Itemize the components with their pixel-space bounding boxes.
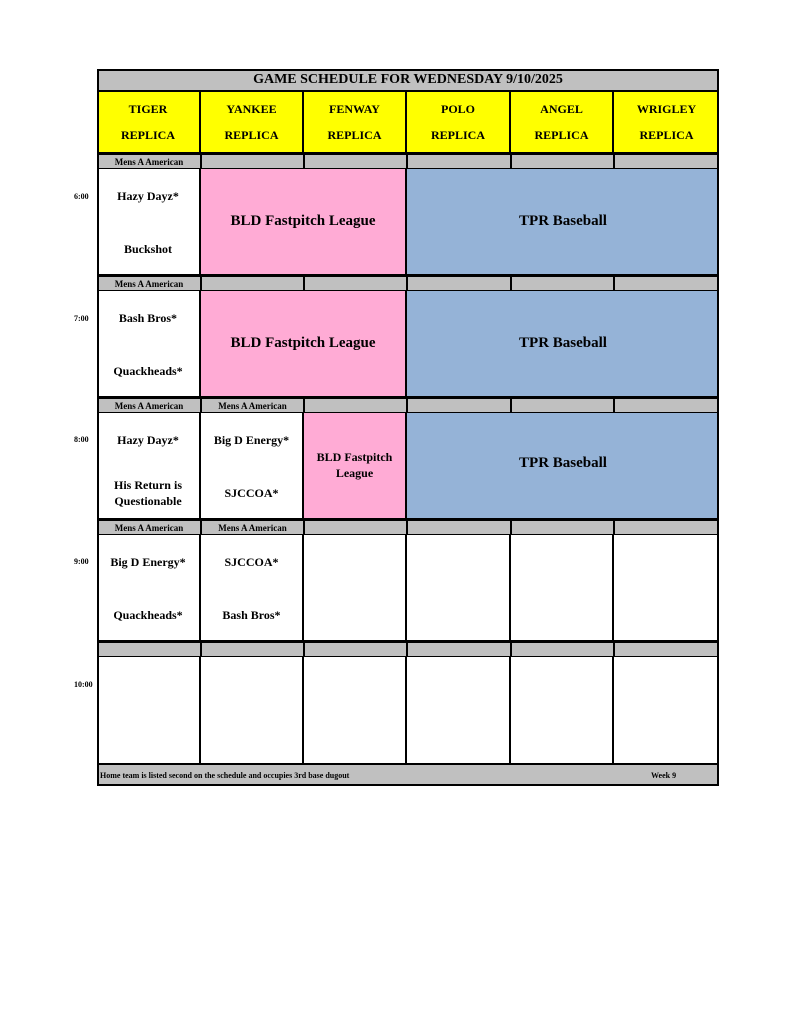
schedule-title: GAME SCHEDULE FOR WEDNESDAY 9/10/2025: [97, 69, 719, 92]
league-label: Mens A American: [201, 520, 304, 535]
home-team: His Return is Questionable: [113, 478, 182, 508]
reserved-block-bld: BLD Fastpitch League: [201, 291, 407, 398]
field-sub: REPLICA: [120, 127, 175, 142]
home-team: Quackheads*: [113, 364, 183, 378]
league-label: Mens A American: [97, 154, 201, 169]
field-name: WRIGLEY: [636, 101, 697, 116]
home-team: Buckshot: [123, 242, 173, 256]
field-sub: REPLICA: [639, 127, 694, 142]
league-label: Mens A American: [97, 520, 201, 535]
time-label-9: 9:00: [74, 557, 89, 566]
time-label-6: 6:00: [74, 192, 89, 201]
away-team: Big D Energy*: [213, 433, 290, 447]
field-name: FENWAY: [329, 101, 380, 116]
away-team: Big D Energy*: [110, 555, 186, 569]
away-team: Hazy Dayz*: [117, 433, 179, 447]
away-team: Bash Bros*: [118, 311, 178, 325]
field-sub: REPLICA: [224, 127, 279, 142]
away-team: SJCCOA*: [224, 555, 279, 569]
reserved-block-tpr: TPR Baseball: [407, 413, 719, 520]
footer-note: Home team is listed second on the schedule and occupies 3rd base dugout: [100, 771, 350, 780]
field-name: POLO: [440, 101, 475, 116]
field-name: TIGER: [128, 101, 168, 116]
time-label-8: 8:00: [74, 435, 89, 444]
home-team: SJCCOA*: [224, 486, 279, 500]
reserved-block-tpr: TPR Baseball: [407, 291, 719, 398]
field-name: ANGEL: [540, 101, 583, 116]
field-sub: REPLICA: [327, 127, 382, 142]
league-label: Mens A American: [97, 276, 201, 291]
week-label: Week 9: [651, 771, 677, 780]
reserved-block-bld: BLD Fastpitch League: [304, 413, 407, 520]
field-name: YANKEE: [226, 101, 277, 116]
time-label-7: 7:00: [74, 314, 89, 323]
table-border: [97, 69, 719, 786]
league-label: Mens A American: [201, 398, 304, 413]
league-label: Mens A American: [97, 398, 201, 413]
home-team: Bash Bros*: [222, 608, 281, 622]
reserved-block-tpr: TPR Baseball: [407, 169, 719, 276]
field-sub: REPLICA: [534, 127, 589, 142]
home-team: Quackheads*: [113, 608, 183, 622]
reserved-block-bld: BLD Fastpitch League: [201, 169, 407, 276]
time-label-10: 10:00: [74, 680, 93, 689]
schedule-table: [97, 69, 719, 786]
field-sub: REPLICA: [430, 127, 485, 142]
away-team: Hazy Dayz*: [117, 189, 179, 203]
